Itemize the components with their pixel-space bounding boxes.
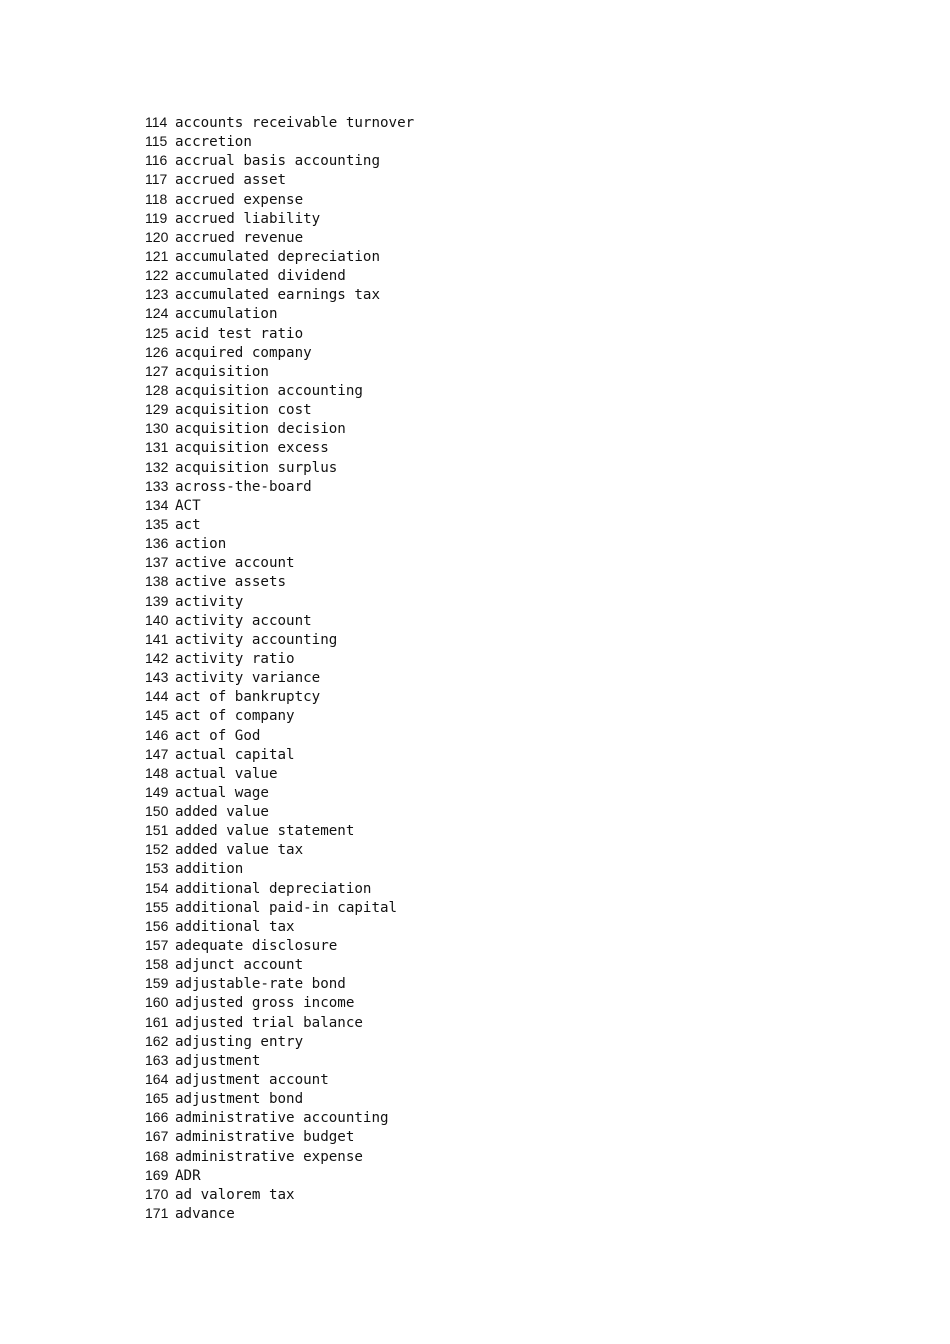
entry-number: 114 [145,114,168,130]
glossary-entry [145,1032,414,1051]
entry-term: acquisition decision [175,421,346,438]
glossary-entry [145,113,414,132]
entry-term: act of company [175,708,295,725]
entry-term: addition [175,861,244,878]
entry-number: 139 [145,592,169,609]
glossary-entry [145,630,414,649]
glossary-entry [145,726,414,745]
glossary-entry [145,783,414,802]
glossary-entry [145,266,414,285]
glossary-entry [145,840,414,859]
entry-term: accrued liability [175,210,321,227]
glossary-entry [145,553,414,572]
entry-number: 169 [145,1166,169,1183]
glossary-entry [145,362,414,381]
entry-term: accrual basis accounting [175,153,380,170]
entry-number: 122 [145,267,169,284]
entry-term: accrued expense [175,191,304,208]
glossary-entry [145,209,414,228]
entry-number: 148 [145,764,169,781]
glossary-entry [145,458,414,477]
entry-number: 134 [145,496,169,513]
entry-number: 164 [145,1071,169,1088]
glossary-entry [145,324,414,343]
entry-term: activity ratio [175,650,295,667]
glossary-entry [145,419,414,438]
entry-term: adjustable-rate bond [175,976,346,993]
entry-term: adjusted trial balance [175,1014,363,1031]
entry-number: 121 [145,247,169,264]
glossary-entry [145,1013,414,1032]
entry-number: 153 [145,860,169,877]
entry-number: 115 [145,133,168,150]
entry-term: accumulated earnings tax [175,287,380,304]
entry-number: 166 [145,1109,169,1126]
entry-term: active account [175,555,295,572]
entry-number: 118 [145,190,168,207]
entry-term: additional depreciation [175,880,372,897]
entry-term: adjustment bond [175,1091,304,1108]
entry-term: acquisition cost [175,402,312,419]
entry-number: 161 [145,1013,169,1030]
entry-term: adjustment [175,1052,261,1069]
entry-term: adjusted gross income [175,995,355,1012]
entry-term: adequate disclosure [175,938,338,955]
entry-term: additional tax [175,918,295,935]
glossary-entry [145,1166,414,1185]
entry-term: accrued revenue [175,229,304,246]
entry-number: 159 [145,975,169,992]
entry-number: 140 [145,611,169,628]
entry-term: accrued asset [175,172,287,189]
entry-term: adjustment account [175,1072,329,1089]
entry-number: 116 [145,152,168,169]
entry-number: 162 [145,1032,169,1049]
entry-number: 154 [145,879,169,896]
glossary-entry [145,304,414,323]
entry-term: act [175,516,201,533]
entry-number: 131 [145,439,169,456]
glossary-entry [145,936,414,955]
entry-number: 156 [145,917,169,934]
glossary-term-list [145,113,414,1223]
glossary-entry [145,668,414,687]
entry-term: accumulated dividend [175,268,346,285]
entry-number: 117 [145,171,168,188]
entry-term: activity account [175,612,312,629]
entry-number: 168 [145,1147,169,1164]
glossary-entry [145,898,414,917]
entry-number: 138 [145,573,169,590]
glossary-entry [145,343,414,362]
entry-term: accumulation [175,306,278,323]
glossary-entry [145,477,414,496]
entry-number: 160 [145,994,169,1011]
entry-term: adjunct account [175,957,304,974]
entry-term: acquisition surplus [175,459,338,476]
entry-number: 143 [145,669,169,686]
glossary-entry [145,764,414,783]
entry-number: 130 [145,420,169,437]
entry-number: 136 [145,535,169,552]
glossary-entry [145,1070,414,1089]
entry-term: accretion [175,134,252,151]
glossary-entry [145,1108,414,1127]
entry-term: administrative budget [175,1129,355,1146]
entry-term: advance [175,1206,235,1223]
entry-number: 128 [145,381,169,398]
glossary-entry [145,132,414,151]
entry-number: 167 [145,1128,169,1145]
entry-term: across-the-board [175,478,312,495]
glossary-entry [145,611,414,630]
glossary-entry [145,438,414,457]
entry-term: activity [175,593,244,610]
glossary-entry [145,993,414,1012]
glossary-entry [145,1089,414,1108]
entry-number: 146 [145,726,169,743]
entry-term: acquired company [175,344,312,361]
glossary-entry [145,515,414,534]
glossary-entry [145,1127,414,1146]
glossary-entry [145,1147,414,1166]
entry-term: ADR [175,1167,201,1184]
entry-number: 158 [145,956,169,973]
glossary-entry [145,879,414,898]
entry-number: 157 [145,937,169,954]
glossary-entry [145,802,414,821]
entry-term: active assets [175,574,287,591]
entry-number: 123 [145,286,169,303]
entry-number: 150 [145,803,169,820]
entry-term: administrative accounting [175,1110,389,1127]
entry-term: added value [175,804,269,821]
glossary-entry [145,649,414,668]
glossary-entry [145,496,414,515]
entry-number: 137 [145,554,169,571]
entry-number: 147 [145,745,169,762]
entry-term: ad valorem tax [175,1186,295,1203]
entry-term: actual capital [175,746,295,763]
glossary-entry [145,190,414,209]
entry-term: acquisition [175,363,269,380]
entry-term: actual value [175,765,278,782]
glossary-entry [145,534,414,553]
entry-number: 142 [145,649,169,666]
entry-term: actual wage [175,784,269,801]
glossary-entry [145,1204,414,1223]
entry-number: 119 [145,209,168,226]
entry-term: act of God [175,727,261,744]
entry-number: 141 [145,630,169,647]
glossary-entry [145,821,414,840]
glossary-entry [145,400,414,419]
glossary-entry [145,745,414,764]
entry-term: acid test ratio [175,325,304,342]
entry-term: activity accounting [175,631,338,648]
entry-number: 120 [145,228,169,245]
entry-number: 127 [145,362,169,379]
glossary-entry [145,381,414,400]
glossary-entry [145,170,414,189]
glossary-entry [145,247,414,266]
entry-number: 132 [145,458,169,475]
glossary-entry [145,974,414,993]
entry-number: 133 [145,477,169,494]
entry-term: acquisition excess [175,440,329,457]
entry-number: 126 [145,343,169,360]
entry-number: 170 [145,1185,169,1202]
entry-term: accumulated depreciation [175,248,380,265]
glossary-entry [145,917,414,936]
entry-number: 171 [145,1205,169,1222]
entry-term: ACT [175,497,201,514]
entry-number: 155 [145,898,169,915]
glossary-entry [145,706,414,725]
entry-term: accounts receivable turnover [175,115,415,131]
glossary-entry [145,687,414,706]
entry-number: 144 [145,688,169,705]
entry-number: 163 [145,1051,169,1068]
glossary-entry [145,285,414,304]
glossary-entry [145,572,414,591]
entry-term: added value statement [175,823,355,840]
glossary-entry [145,592,414,611]
entry-term: additional paid-in capital [175,899,398,916]
entry-number: 125 [145,324,169,341]
entry-number: 152 [145,841,169,858]
entry-term: act of bankruptcy [175,689,321,706]
entry-number: 124 [145,305,169,322]
entry-term: added value tax [175,842,304,859]
glossary-entry [145,151,414,170]
entry-term: activity variance [175,670,321,687]
entry-number: 165 [145,1090,169,1107]
glossary-entry [145,228,414,247]
entry-number: 149 [145,783,169,800]
entry-term: action [175,536,227,553]
glossary-entry [145,955,414,974]
entry-number: 129 [145,401,169,418]
glossary-entry [145,1185,414,1204]
entry-term: administrative expense [175,1148,363,1165]
entry-term: acquisition accounting [175,382,363,399]
entry-number: 151 [145,822,169,839]
glossary-entry [145,859,414,878]
entry-term: adjusting entry [175,1033,304,1050]
entry-number: 135 [145,515,169,532]
entry-number: 145 [145,707,169,724]
glossary-entry [145,1051,414,1070]
